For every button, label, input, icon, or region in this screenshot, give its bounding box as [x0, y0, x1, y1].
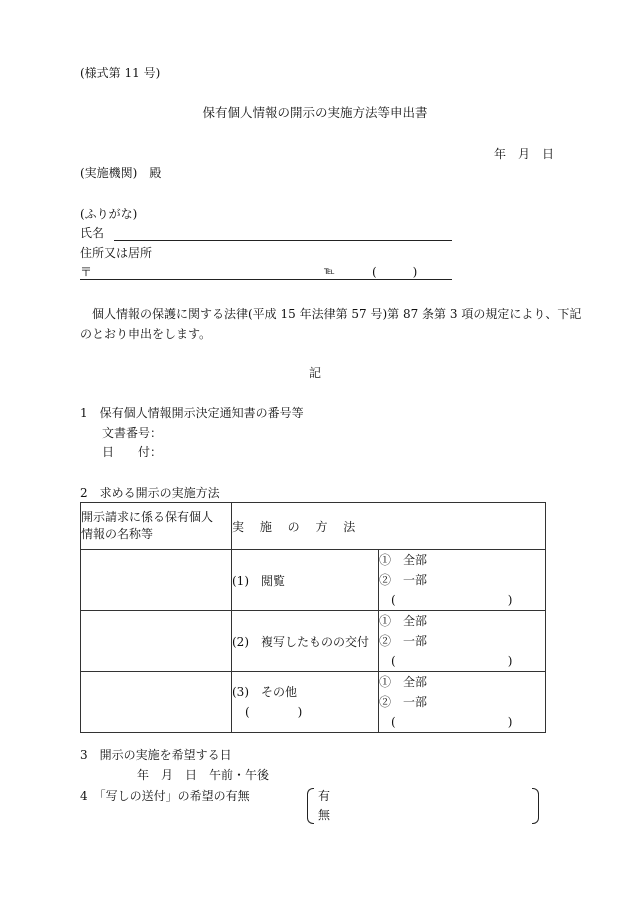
option-yes[interactable]: 有	[318, 789, 331, 803]
notice-date-label: 日 付：	[102, 445, 163, 459]
form-number: (様式第 11 号)	[80, 66, 161, 80]
body-text-line2: のとおり申出をします。	[80, 327, 212, 341]
option-partial[interactable]: ② 一部	[379, 573, 428, 587]
name-field-line[interactable]	[114, 240, 452, 241]
paren-close: )	[507, 593, 513, 607]
method-label: (2) 複写したものの交付	[232, 611, 379, 672]
method-label: (3) その他	[232, 685, 297, 699]
header-info-name	[81, 503, 232, 550]
option-partial[interactable]: ② 一部	[379, 634, 428, 648]
section2-heading: 2 求める開示の実施方法	[80, 486, 220, 500]
table-row	[81, 611, 546, 672]
postal-mark: 〒	[80, 265, 93, 279]
copy-delivery-choice	[307, 788, 539, 822]
doc-number-label: 文書番号：	[102, 426, 163, 440]
furigana-label: (ふりがな)	[80, 207, 138, 221]
bracket-left	[307, 788, 314, 824]
table-row	[81, 672, 546, 733]
address-label: 住所又は居所	[80, 246, 153, 260]
option-all[interactable]: ① 全部	[379, 553, 428, 567]
option-cell	[379, 672, 546, 733]
paren-open: (	[391, 593, 396, 607]
paren-open: (	[391, 654, 396, 668]
other-method-field[interactable]: ( )	[245, 705, 303, 719]
method-label: (1) 閲覧	[232, 550, 379, 611]
date-line: 年 月 日	[494, 147, 555, 161]
option-partial[interactable]: ② 一部	[379, 695, 428, 709]
partial-detail-field[interactable]	[379, 651, 545, 671]
page-title: 保有個人情報の開示の実施方法等申出書	[202, 105, 428, 120]
info-name-cell[interactable]	[81, 550, 232, 611]
tel-parens: ( )	[372, 265, 418, 279]
preferred-date-line[interactable]: 年 月 日 午前・午後	[137, 768, 270, 782]
option-all[interactable]: ① 全部	[379, 614, 428, 628]
bracket-right	[532, 788, 539, 824]
header-method: 実 施 の 方 法	[232, 503, 546, 550]
option-no[interactable]: 無	[318, 808, 331, 822]
info-name-cell[interactable]	[81, 672, 232, 733]
header-name-line1: 開示請求に係る保有個人	[81, 510, 214, 524]
paren-close: )	[507, 715, 513, 729]
option-all[interactable]: ① 全部	[379, 675, 428, 689]
paren-close: )	[507, 654, 513, 668]
section4-heading: 4 「写しの送付」の希望の有無	[80, 789, 250, 803]
option-cell	[379, 550, 546, 611]
table-header-row	[81, 503, 546, 550]
paren-open: (	[391, 715, 396, 729]
section1-heading: 1 保有個人情報開示決定通知書の番号等	[80, 406, 304, 420]
info-name-cell[interactable]	[81, 611, 232, 672]
table-row	[81, 550, 546, 611]
partial-detail-field[interactable]	[379, 712, 545, 732]
section3-heading: 3 開示の実施を希望する日	[80, 748, 232, 762]
header-name-line2: 情報の名称等	[81, 527, 154, 541]
partial-detail-field[interactable]	[379, 590, 545, 610]
option-cell	[379, 611, 546, 672]
ki-heading: 記	[308, 366, 321, 380]
name-label: 氏名	[80, 226, 105, 240]
method-label-other	[232, 672, 379, 733]
method-table	[80, 502, 546, 733]
tel-label: ℡	[324, 266, 335, 277]
address-field-line[interactable]	[80, 279, 452, 280]
addressee: (実施機関) 殿	[80, 166, 162, 180]
body-text-line1: 個人情報の保護に関する法律(平成 15 年法律第 57 号)第 87 条第 3 項の規定により、下記	[92, 307, 582, 321]
